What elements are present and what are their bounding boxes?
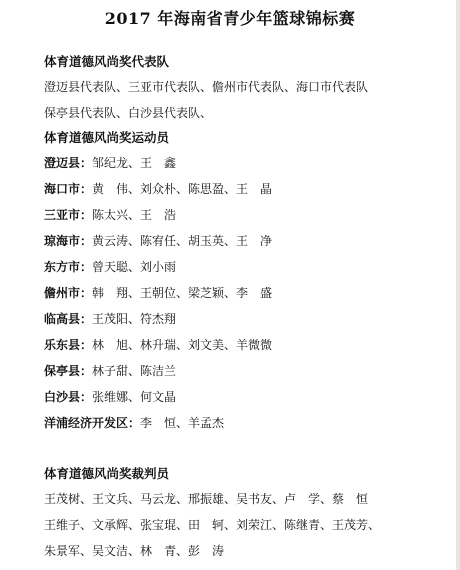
team-line: 澄迈县代表队、三亚市代表队、儋州市代表队、海口市代表队 [44, 80, 369, 94]
team-label: 琼海市： [44, 234, 93, 248]
athlete-row [44, 180, 272, 197]
athlete-names: 黄云涛、陈宥任、胡玉英、王 净 [92, 234, 273, 248]
section-heading-teams: 体育道德风尚奖代表队 [44, 54, 170, 69]
athlete-row [44, 388, 176, 405]
team-line: 保亭县代表队、白沙县代表队、 [44, 106, 213, 120]
athlete-names: 张维娜、何文晶 [92, 390, 177, 404]
team-label: 澄迈县： [44, 156, 93, 170]
athlete-names: 黄 伟、刘众朴、陈思盈、王 晶 [92, 182, 273, 196]
document-title: 2017 年海南省青少年篮球锦标赛 [104, 9, 356, 28]
team-label: 乐东县： [44, 338, 93, 352]
referee-line: 王维子、文承辉、张宝琨、田 轲、刘荣江、陈继青、王茂芳、 [44, 518, 381, 532]
team-label: 儋州市： [44, 286, 93, 300]
athlete-row [44, 362, 176, 379]
athlete-row [44, 232, 272, 249]
team-label: 三亚市： [44, 208, 93, 222]
page-edge [456, 0, 460, 570]
athlete-names: 邹纪龙、王 鑫 [92, 156, 177, 170]
athlete-names: 曾天聪、刘小雨 [92, 260, 177, 274]
athlete-row [44, 206, 176, 223]
athlete-row [44, 336, 272, 353]
athlete-row [44, 258, 176, 275]
referee-line: 朱景军、吴文洁、林 青、彭 涛 [44, 544, 225, 558]
team-label: 海口市： [44, 182, 93, 196]
athlete-names: 李 恒、羊孟杰 [140, 416, 225, 430]
team-label: 白沙县： [44, 390, 93, 404]
athlete-row [44, 310, 176, 327]
team-label: 保亭县： [44, 364, 93, 378]
section-heading-athletes: 体育道德风尚奖运动员 [44, 130, 170, 145]
athlete-names: 王茂阳、符杰翔 [92, 312, 177, 326]
team-label: 洋浦经济开发区： [44, 416, 141, 430]
athlete-row [44, 154, 176, 171]
athlete-row [44, 414, 224, 431]
athlete-row [44, 284, 272, 301]
referee-line: 王茂树、王文兵、马云龙、邢振雄、吴书友、卢 学、蔡 恒 [44, 492, 369, 506]
athlete-names: 韩 翔、王朝位、梁芝颖、李 盛 [92, 286, 273, 300]
team-label: 临高县： [44, 312, 93, 326]
athlete-names: 陈太兴、王 浩 [92, 208, 177, 222]
athlete-names: 林 旭、林升瑞、刘文美、羊微微 [92, 338, 273, 352]
section-heading-referees: 体育道德风尚奖裁判员 [44, 466, 170, 481]
team-label: 东方市： [44, 260, 93, 274]
athlete-names: 林子甜、陈洁兰 [92, 364, 177, 378]
